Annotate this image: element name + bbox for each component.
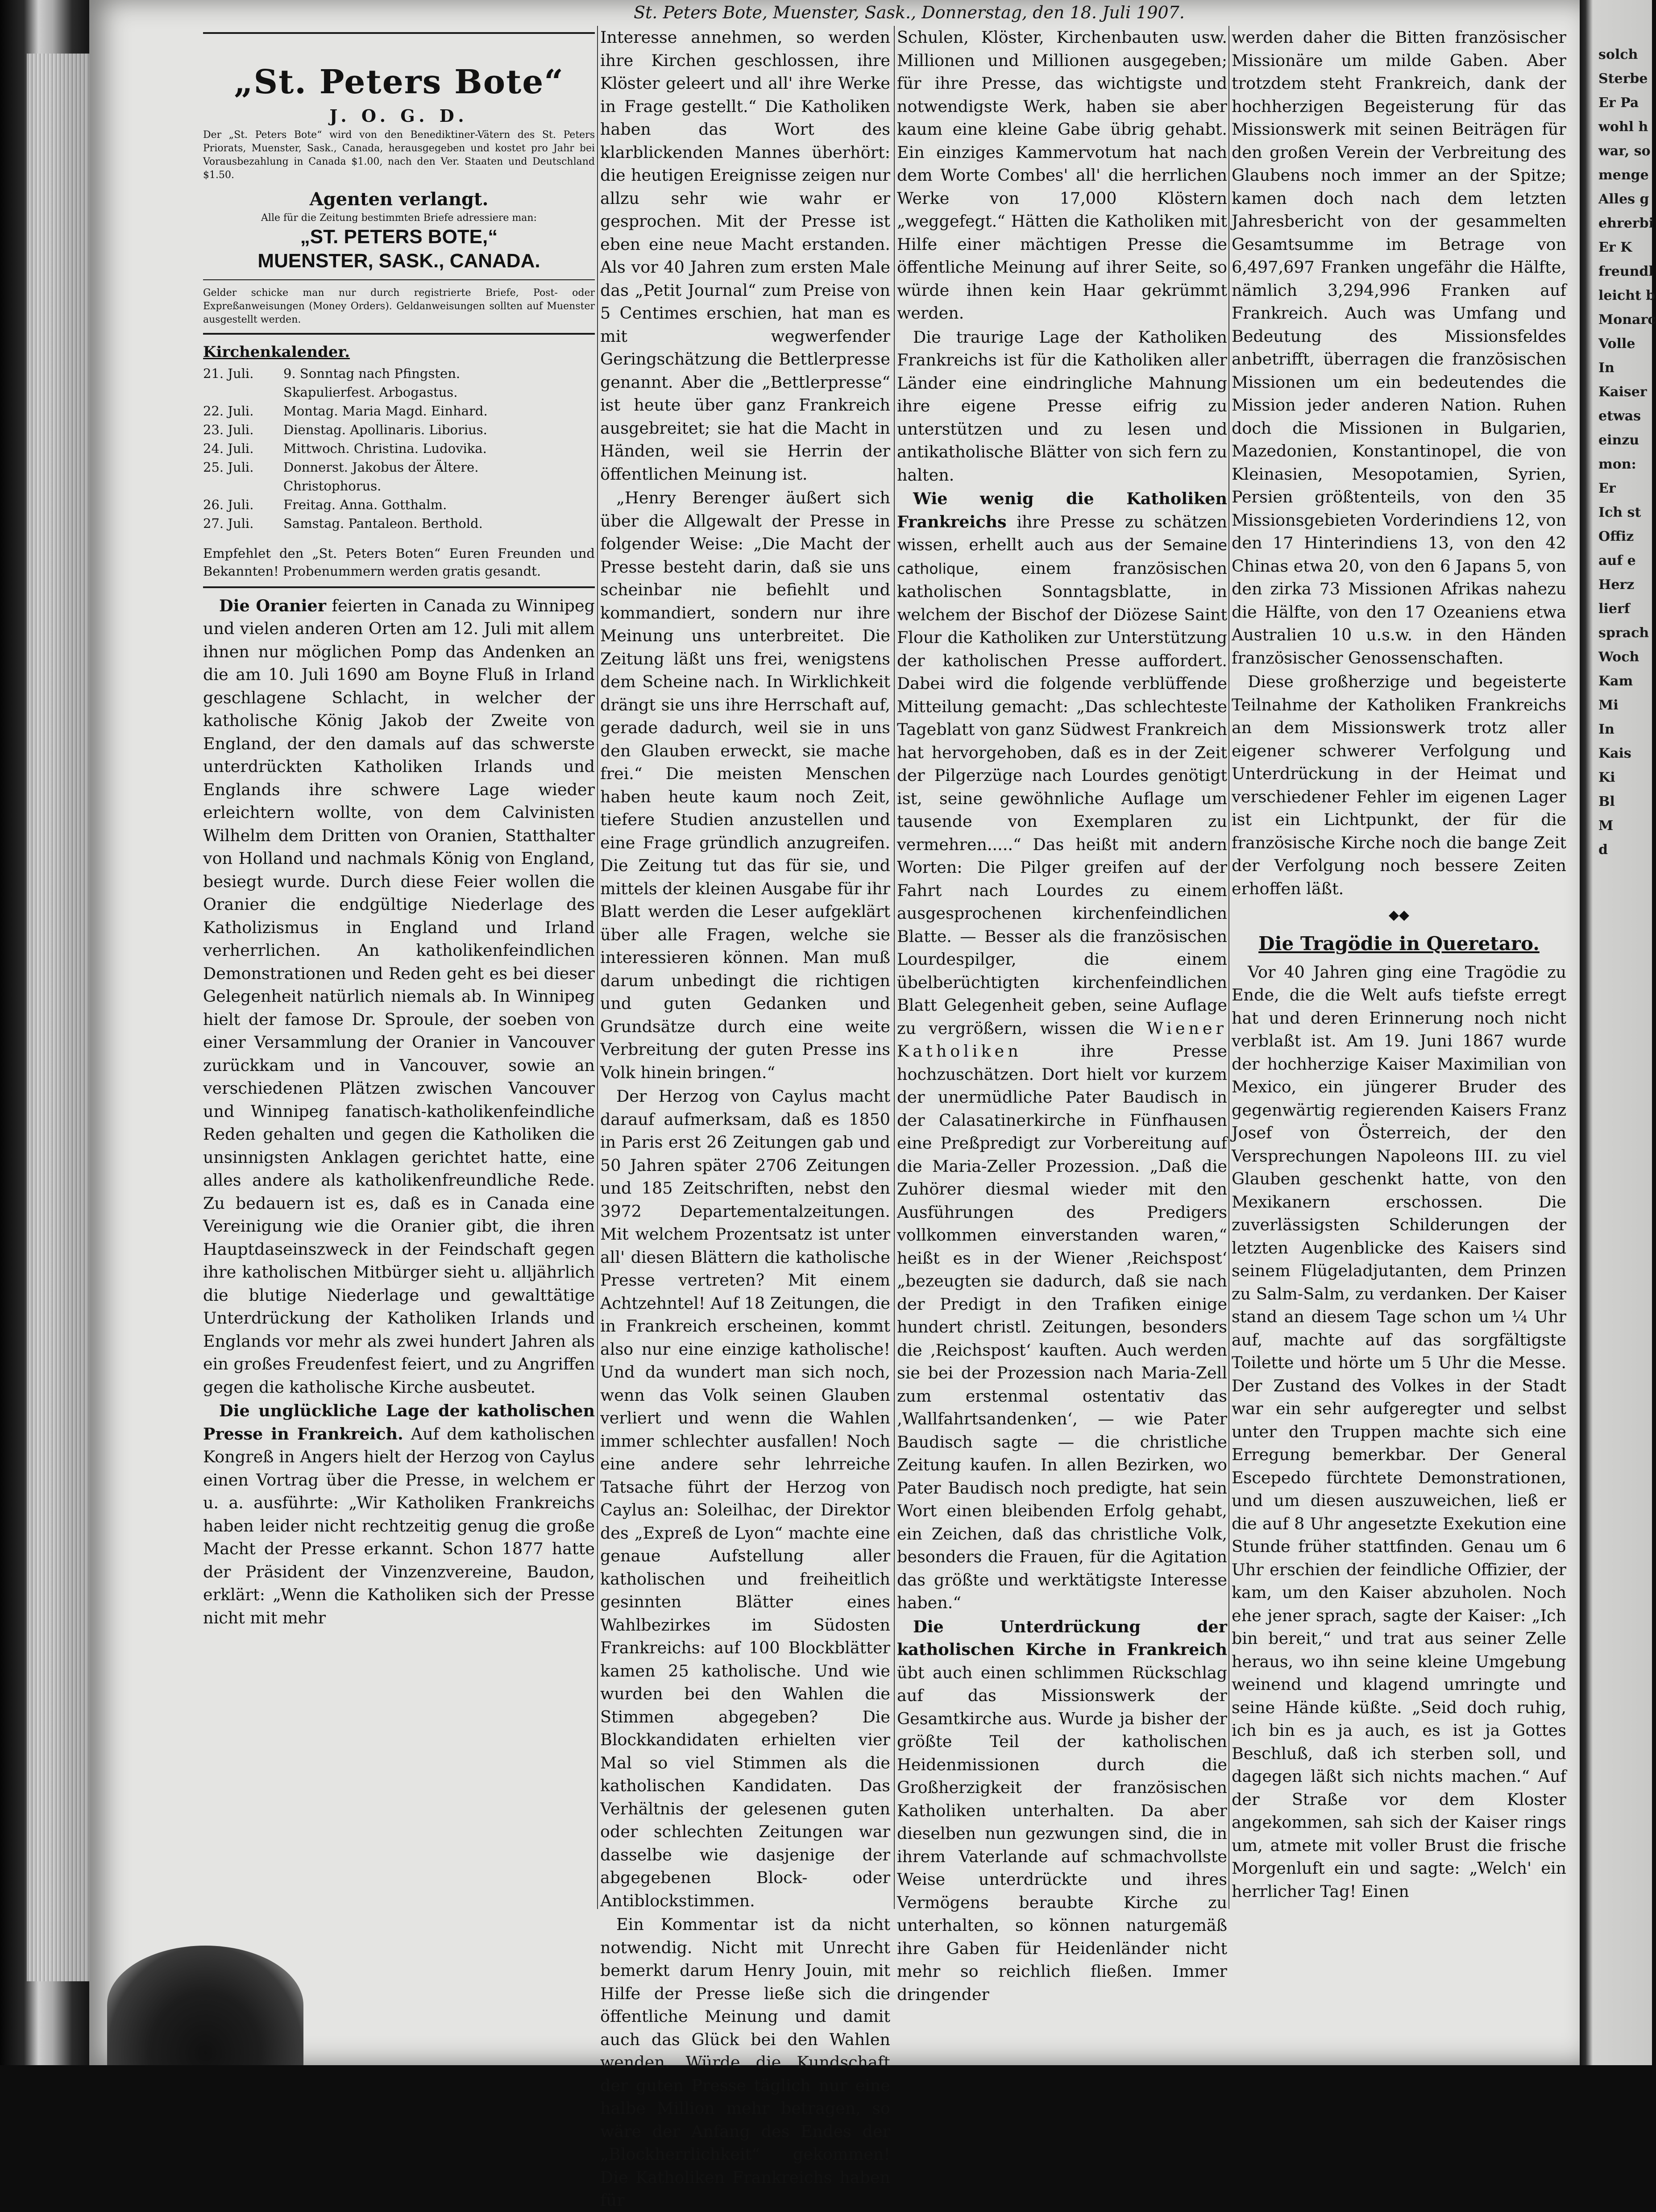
- kalender-row: [203, 383, 595, 402]
- paragraph: Der Herzog von Caylus macht darauf aufmerksam, daß es 1850 in Paris erst 26 Zeitungen gab und 50 Jahren später 2706 Zeitungen und 185 Zeitschriften, nebst den 3972 Departementalzeitungen. Mit welchem Prozentsatz ist unter all' diesen Blättern die katholische Presse vertreten? Mit einem Achtzehntel! Auf 18 Zeitungen, die in Frankreich erscheinen, kommt also nur eine einzige katholische! Und da wundert man sich noch, wenn das Volk seinen Glauben verliert und wenn die Wahlen immer schlechter ausfallen! Noch eine andere sehr lehrreiche Tatsache führt der Herzog von Caylus an: Soleilhac, der Direktor des „Expreß de Lyon“ machte eine genaue Aufstellung aller katholischen und freiheitlich gesinnten Blätter eines Wahlbezirkes im Südosten Frankreichs: auf 100 Blockblätter kamen 25 katholische. Und wie wurden bei den Wahlen die Stimmen abgegeben? Die Blockkandidaten erhielten vier Mal so viel Stimmen als die katholischen Kandidaten. Das Verhältnis der gelesenen guten oder schlechten Zeitungen war dasselbe wie dasjenige der abgegebenen Block- oder Antiblockstimmen.: [600, 1087, 890, 1910]
- facing-page-fragment: d: [1598, 842, 1608, 858]
- facing-page-fragment: In: [1598, 360, 1614, 376]
- column-divider: [894, 26, 895, 1909]
- facing-page-fragment: Kam: [1598, 673, 1633, 689]
- article-text: Auf dem katholischen Kongreß in Angers hielt der Herzog von Caylus einen Vortrag über die Presse, in welchem er u. a. ausführte: „Wir Katholiken Frankreichs haben leider nicht rechtzeitig genug die große Macht der Presse erkannt. Schon 1877 hatte der Präsident der Vinzenzvereine, Baudon, erklärt: „Wenn die Katholiken sich der Presse nicht mit mehr: [203, 1424, 595, 1627]
- facing-page-fragment: In: [1598, 722, 1614, 737]
- facing-page-fragment: mon:: [1598, 457, 1636, 472]
- facing-page-fragment: Woch: [1598, 649, 1639, 665]
- column-3: [897, 26, 1227, 2004]
- money-note: Gelder schicke man nur durch registrierte Briefe, Post- oder Expreßanweisungen (Money Orders). Geldanweisungen sollten auf Muenster ausgestellt werden.: [203, 287, 595, 325]
- facing-page-fragment: Er Pa: [1598, 95, 1639, 111]
- kalender-list: [203, 364, 595, 533]
- facing-page-fragment: Herz: [1598, 577, 1635, 593]
- article-lead: Die unglückliche Lage der katholischen Presse in Frankreich.: [203, 1401, 595, 1444]
- address-note: Alle für die Zeitung bestimmten Briefe adressiere man:: [261, 212, 537, 224]
- address-line-1: „ST. PETERS BOTE,“: [300, 226, 498, 248]
- thumb-shadow: [107, 1946, 303, 2065]
- kalender-row: [203, 458, 595, 477]
- kalender-date: 26. Juli.: [203, 497, 254, 512]
- kalender-date: 23. Juli.: [203, 422, 254, 437]
- kalender-text: Freitag. Anna. Gotthalm.: [283, 497, 447, 512]
- facing-page-fragment: solch: [1598, 47, 1638, 62]
- kalender-date: 25. Juli.: [203, 459, 254, 475]
- facing-page-fragment: Bl: [1598, 794, 1615, 809]
- spaced-emphasis: Wiener Katholiken: [897, 1018, 1227, 1061]
- facing-page-fragment: Kaiser: [1598, 384, 1647, 400]
- facing-page-fragment: Er: [1598, 481, 1616, 496]
- facing-page-fragment: menge: [1598, 167, 1649, 183]
- kalender-row: [203, 439, 595, 458]
- paragraph: Schulen, Klöster, Kirchenbauten usw. Millionen und Millionen ausgegeben; für ihre Presse, das wichtigste und notwendigste Werk, haben sie aber kaum eine kleine Gabe übrig gehabt. Ein einziges Kammervotum hat nach dem Worte Combes' all' die herrlichen Werke von 17,000 Klöstern „weggefegt.“ Hätten die Katholiken mit Hilfe einer mächtigen Presse die öffentliche Meinung auf ihrer Seite, so würde ihnen kein Haar gekrümmt werden.: [897, 28, 1227, 323]
- paragraph: werden daher die Bitten französischer Missionäre um milde Gaben. Aber trotzdem steht Frankreich, dank der hochherzigen Begeisterung für das Missionswerk mit seinen Beiträgen für den großen Verein der Verbreitung des Glaubens noch immer an der Spitze; kamen doch nach dem letzten Jahresbericht von der gesammelten Gesamtsumme im Betrage von 6,497,697 Franken ungefähr die Hälfte, nämlich 3,294,996 Franken auf Frankreich. Auch was Umfang und Bedeutung des Missionsfeldes anbetrifft, überragen die französischen Missionen um ein bedeutendes die Mission jeder anderen Nation. Ruhen doch die Missionen in Bulgarien, Mazedonien, Konstantinopel, die von Kleinasien, Mesopotamien, Syrien, Persien größtenteils, von den 35 Missionsgebieten Vorderindiens 12, von den 17 Hinterindiens 13, von den 42 Chinas etwa 20, von den 6 Japans 5, von den zirka 73 Missionen Afrikas nahezu die Hälfte, von den 17 Ozeaniens etwa Australien 10 u.s.w. in den Händen französischer Genossenschaften.: [1232, 28, 1566, 668]
- rule: [203, 333, 595, 335]
- section-ornament: ◆◆: [1388, 907, 1410, 923]
- kalender-text: Skapulierfest. Arbogastus.: [283, 384, 458, 400]
- kalender-text: 9. Sonntag nach Pfingsten.: [283, 365, 461, 381]
- facing-page-fragment: Monarc: [1598, 312, 1656, 328]
- kalender-row: [203, 514, 595, 533]
- book-spine: [0, 0, 96, 2065]
- facing-page-fragment: leicht b: [1598, 288, 1656, 303]
- rule: [203, 279, 595, 280]
- facing-page-edge: [1580, 0, 1656, 2065]
- kalender-row: [203, 477, 595, 495]
- article-oranier: [203, 594, 595, 1399]
- facing-page-fragment: M: [1598, 818, 1614, 834]
- facing-page-fragment: wohl h: [1598, 119, 1648, 135]
- running-header: St. Peters Bote, Muenster, Sask., Donnerstag, den 18. Juli 1907.: [634, 3, 1185, 22]
- kalender-row: [203, 402, 595, 420]
- kalender-text: Dienstag. Apollinaris. Liborius.: [283, 422, 487, 437]
- kalender-date: 27. Juli.: [203, 515, 254, 531]
- facing-page-fragment: lierf: [1598, 601, 1630, 617]
- facing-page-fragment: Alles g: [1598, 191, 1649, 207]
- kalender-title: Kirchenkalender.: [203, 343, 350, 361]
- facing-page-fragment: einzu: [1598, 432, 1639, 448]
- kalender-row: [203, 420, 595, 439]
- facing-page-fragment: Offiz: [1598, 529, 1634, 544]
- paragraph: Interesse annehmen, so werden ihre Kirchen geschlossen, ihre Klöster geleert und all' ihre Werke in Frage gestellt.“ Die Katholiken haben das Wort des klarblickenden Mannes überhört: die heutigen Ereignisse zeigen nur allzu sehr wie wahr er gesprochen. Mit der Presse ist eben eine neue Macht erstanden. Als vor 40 Jahren zum ersten Male das „Petit Journal“ zum Preise von 5 Centimes erschien, hat man es mit wegwerfender Geringschätzung die Bettlerpresse genannt. Aber die „Bettlerpresse“ ist heute über ganz Frankreich ausgebreitet; sie hat die Macht in Händen, weil sie Herrin der öffentlichen Meinung ist.: [600, 28, 890, 484]
- article-text: ihre Presse zu schätzen wissen, erhellt auch aus der: [897, 512, 1227, 554]
- paragraph: Ein Kommentar ist da nicht notwendig. Nicht mit Unrecht bemerkt darum Henry Jouin, mit Hilfe der Presse ließe sich die öffentliche Meinung und damit auch das Glück bei den Wahlen wenden. Würde die Kundschaft der guten Presse täglich nur eine halbe Million mehr betragen, so wäre der Anfang des Endes der „Blockherrlichkeit“ gekommen! Die Katholiken Frankreichs haben für: [600, 1915, 890, 2210]
- facing-page-fragment: Kais: [1598, 746, 1631, 761]
- facing-page-fragment: Sterbe: [1598, 71, 1648, 87]
- article-lead: Die Oranier: [219, 596, 326, 615]
- article-text: übt auch einen schlimmen Rückschlag auf das Missionswerk der Gesamtkirche aus. Wurde ja bisher der größte Teil der katholischen Heidenmissionen durch die Großherzigkeit der französischen Katholiken unterhalten. Da aber dieselben nun gezwungen sind, die in ihrem Vaterlande auf schmachvollste Weise unterdrückte und ihres Vermögens beraubte Kirche zu unterhalten, so können naturgemäß ihre Gaben für Heidenländer nicht mehr so reichlich fließen. Immer dringender: [897, 1663, 1227, 2004]
- kalender-date: 21. Juli.: [203, 365, 254, 381]
- paragraph: Die traurige Lage der Katholiken Frankreichs ist für die Katholiken aller Länder eine eindringliche Mahnung ihre eigene Presse eifrig zu unterstützen und zu lesen und antikatholische Blätter von sich fern zu halten.: [897, 327, 1227, 485]
- kalender-row: [203, 495, 595, 514]
- column-1: [203, 26, 595, 1913]
- top-rule: [203, 32, 595, 34]
- article-heading: Die Tragödie in Queretaro.: [1258, 932, 1540, 955]
- paragraph: Vor 40 Jahren ging eine Tragödie zu Ende, die die Welt aufs tiefste erregt hat und deren Erinnerung noch nicht verblaßt ist. Am 19. Juni 1867 wurde der hochherzige Kaiser Maximilian von Mexico, ein jüngerer Bruder des gegenwärtig regierenden Kaisers Franz Josef von Österreich, der den Versprechungen Napoleons III. zu viel Glauben geschenkt hatte, von den Mexikanern erschossen. Die zuverlässigsten Schilderungen der letzten Augenblicke des Kaisers sind seinem Flügeladjutanten, dem Prinzen zu Salm-Salm, zu verdanken. Der Kaiser stand an diesem Tage schon um ¼ Uhr auf, machte auf das sorgfältigste Toilette und hörte um 5 Uhr die Messe. Der Zustand des Volkes in der Stadt war ein sehr aufgeregter und selbst unter den Truppen machte sich eine Erregung bemerkbar. Der General Escepedo fürchtete Demonstrationen, und um diesen auszuweichen, ließ er die auf 8 Uhr angesetzte Exekution eine Stunde früher stattfinden. Genau um 6 Uhr erschien der feindliche Offizier, der kam, um den Kaiser abzuholen. Noch ehe jener sprach, sagte der Kaiser: „Ich bin bereit,“ und trat aus seiner Zelle heraus, wo ihn seine kleine Umgebung weinend und klagend umringte und seine Hände küßte. „Seid doch ruhig, ich bin es ja auch, es ist ja Gottes Beschluß, daß ich sterben soll, und dagegen läßt sich nichts machen.“ Auf der Straße vor dem Kloster angekommen, sah sich der Kaiser rings um, atmete mit voller Brust die frische Morgenluft ein und sagte: „Welch' ein herrlicher Tag! Einen: [1232, 962, 1566, 1901]
- column-4: [1232, 26, 1566, 1913]
- paragraph: Diese großherzige und begeisterte Teilnahme der Katholiken Frankreichs an dem Missionswerk trotz aller eigener schwerer Verfolgung und Unterdrückung in der Heimat und verschiedener Fehler im eigenen Lager ist ein Lichtpunkt, der für die französische Kirche noch die bange Zeit der Verfolgung noch bessere Zeiten erhoffen läßt.: [1232, 672, 1566, 898]
- kalender-date: 24. Juli.: [203, 440, 254, 456]
- article-presse: [203, 1399, 595, 1629]
- masthead-motto: J. O. G. D.: [329, 106, 469, 126]
- article-unterdrueckung: [897, 1615, 1227, 2006]
- kalender-text: Christophorus.: [283, 478, 382, 494]
- article-text: feierten in Canada zu Winnipeg und vielen anderen Orten am 12. Juli mit allem ihnen nur möglichen Pomp das Andenken an die am 10. Juli 1690 am Boyne Fluß in Irland geschlagene Schlacht, in welcher der katholische König Jakob der Zweite von England, der den damals auf das schwerste unterdrückten Katholiken Irlands und Englands ihre schwere Lage wieder erleichtern wollte, von dem Calvinisten Wilhelm dem Dritten von Oranien, Statthalter von Holland und nachmals König von England, besiegt wurde. Durch diese Feier wollen die Oranier die endgültige Niederlage des Katholizismus in England und Irland verherrlichen. An katholikenfeindlichen Demonstrationen und Reden geht es bei dieser Gelegenheit natürlich niemals ab. In Winnipeg hielt der famose Dr. Sproule, der soeben von einer Versammlung der Oranier in Vancouver zurückkam und in Vancouver, sowie an verschiedenen Plätzen zwischen Vancouver und Winnipeg fanatisch-katholikenfeindliche Reden gehalten und gegen die Katholiken die unsinnigsten Anklagen gerichtet hatte, eine alles andere als katholikenfreundliche Rede. Zu bedauern ist es, daß es in Canada eine Vereinigung wie die Oranier gibt, die ihren Hauptdaseinszweck in der Feindschaft gegen ihre katholischen Mitbürger sieht u. alljährlich die blutige Niederlage und gewalttätige Unterdrückung der Katholiken Irlands und Englands vor mehr als zwei hundert Jahren als ein großes Freudenfest feiert, und zu Angriffen gegen die katholische Kirche ausbeutet.: [203, 596, 595, 1397]
- masthead-info: Der „St. Peters Bote“ wird von den Benediktiner-Vätern des St. Peters Priorats, Muenster, Sask., Canada, herausgegeben und kostet pro Jahr bei Vorausbezahlung in Canada $1.00, nach den Ver. Staaten und Deutschland $1.50.: [203, 129, 595, 181]
- paragraph: „Henry Berenger äußert sich über die Allgewalt der Presse in folgender Weise: „Die Macht der Presse besteht darin, daß sie uns scheinbar nie befiehlt und kommandiert, sondern nur ihre Meinung uns unterbreitet. Die Zeitung läßt uns frei, wenigstens dem Scheine nach. In Wirklichkeit drängt sie uns ihre Herrschaft auf, gerade dadurch, weil sie in uns den Glauben erweckt, sie mache frei.“ Die meisten Menschen haben heute kaum noch Zeit, tiefere Studien anzustellen und eine Frage gründlich anzugreifen. Die Zeitung tut das für sie, und mittels der kleinen Ausgabe für ihr Blatt werden die Leser aufgeklärt über alle Fragen, welche sie interessieren können. Man muß darum unbedingt die richtigen und guten Gedanken und Grundsätze durch eine weite Verbreitung der guten Presse ins Volk hinein bringen.“: [600, 488, 890, 1082]
- column-2: [600, 26, 890, 2210]
- facing-page-fragment: war, so: [1598, 143, 1651, 159]
- facing-page-fragment: Mi: [1598, 697, 1619, 713]
- kalender-date: 22. Juli.: [203, 403, 254, 419]
- kalender-text: Montag. Maria Magd. Einhard.: [283, 403, 488, 419]
- facing-page-fragment: Er K: [1598, 240, 1632, 255]
- facing-page-fragment: freundl: [1598, 264, 1654, 279]
- agenten-notice: Agenten verlangt.: [309, 189, 489, 210]
- column-divider: [597, 26, 598, 1909]
- rule: [203, 586, 595, 588]
- address-line-2: MUENSTER, SASK., CANADA.: [257, 250, 540, 272]
- foreign-title: Semaine catholique,: [897, 536, 1227, 577]
- kalender-text: Donnerst. Jakobus der Ältere.: [283, 459, 479, 475]
- facing-page-fragment: auf e: [1598, 553, 1636, 569]
- facing-page-fragment: Ki: [1598, 770, 1615, 785]
- article-wie-wenig: [897, 487, 1227, 1614]
- kalender-row: [203, 364, 595, 383]
- facing-page-fragment: ehrerbi: [1598, 216, 1654, 231]
- empfehlung: Empfehlet den „St. Peters Boten“ Euren Freunden und Bekannten! Probenummern werden gratis gesandt.: [203, 545, 595, 579]
- page-edges: [27, 54, 94, 1981]
- article-text: ihre Presse hochzuschätzen. Dort hielt vor kurzem der unermüdliche Pater Baudisch in der Calasatinerkirche in Fünfhausen eine Preßpredigt zur Vorbereitung auf die Maria-Zeller Prozession. „Daß die Zuhörer diesmal wieder mit den Ausführungen des Predigers vollkommen einverstanden waren,“ heißt es in der Wiener ‚Reichspost‘ „bezeugten sie dadurch, daß sie nach der Predigt in den Trafiken einige hundert christl. Zeitungen, besonders die ‚Reichspost‘ kauften. Auch werden sie bei der Prozession nach Maria-Zell zum erstenmal ostentativ das ‚Wallfahrtsandenken‘, — wie Pater Baudisch sagte — die christliche Zeitung kaufen. In allen Bezirken, wo Pater Baudisch noch predigte, hat sein Wort einen bleibenden Erfolg gehabt, ein Zeichen, daß das christliche Volk, besonders die Frauen, für die Agitation das größte und werktätigste Interesse haben.“: [897, 1042, 1227, 1612]
- article-text: einem französischen katholischen Sonntagsblatte, in welchem der Bischof der Diözese Saint Flour die Katholiken zur Unterstützung der katholischen Presse auffordert. Dabei wird die folgende verblüffende Mitteilung gemacht: „Das schlechteste Tageblatt von ganz Südwest Frankreich hat hervorgehoben, daß es in der Zeit der Pilgerzüge nach Lourdes genötigt ist, seine gewöhnliche Auflage um tausende von Exemplaren zu vermehren.....“ Das heißt mit andern Worten: Die Pilger greifen auf der Fahrt nach Lourdes zu einem ausgesprochenen kirchenfeindlichen Blatte. — Besser als die französischen Lourdespilger, die einem übelberüchtigten kirchenfeindlichen Blatt Gelegenheit geben, seine Auflage zu vergrößern, wissen die: [897, 558, 1227, 1038]
- masthead-title: „St. Peters Bote“: [234, 63, 564, 101]
- article-lead: Die Unterdrückung der katholischen Kirche in Frankreich: [897, 1617, 1227, 1659]
- facing-page-fragment: etwas: [1598, 408, 1641, 424]
- facing-page-fragment: sprach: [1598, 625, 1649, 641]
- facing-page-fragment: Ich st: [1598, 505, 1641, 520]
- article-lead: Wie wenig die Katholiken Frankreichs: [897, 489, 1227, 531]
- kalender-text: Mittwoch. Christina. Ludovika.: [283, 440, 487, 456]
- kalender-text: Samstag. Pantaleon. Berthold.: [283, 515, 483, 531]
- facing-page-fragment: Volle: [1598, 336, 1635, 352]
